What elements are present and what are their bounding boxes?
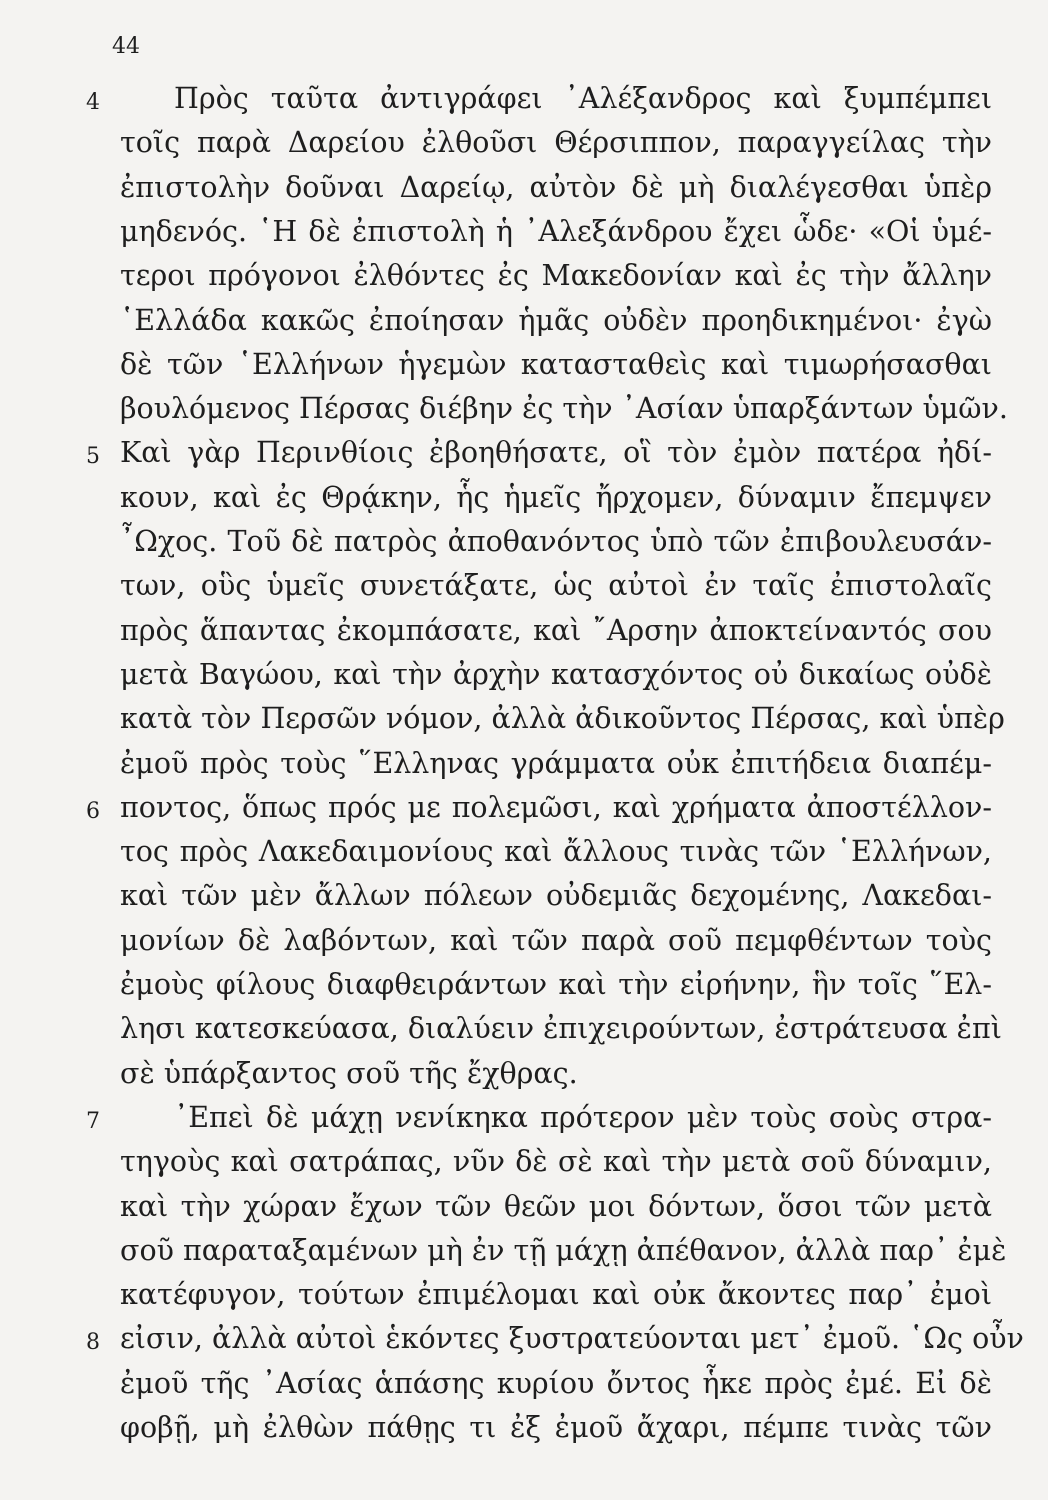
text-line: ἐμοῦ τῆς ᾿Ασίας ἁπάσης κυρίου ὄντος ἧκε πρὸς ἐμέ. Εἰ δὲ [120, 1366, 992, 1400]
text-line: ἐπιστολὴν δοῦναι Δαρείῳ, αὐτὸν δὲ μὴ διαλέγεσθαι ὑπὲρ [120, 170, 992, 204]
text-line: λησι κατεσκεύασα, διαλύειν ἐπιχειρούντων, ἐστράτευσα ἐπὶ [120, 1012, 1002, 1046]
text-line: κατέφυγον, τούτων ἐπιμέλομαι καὶ οὐκ ἄκοντες παρ᾿ ἐμοὶ [120, 1278, 992, 1312]
text-line: τος πρὸς Λακεδαιμονίους καὶ ἄλλους τινὰς τῶν ῾Ελλήνων, [120, 835, 992, 869]
text-line: πρὸς ἅπαντας ἐκομπάσατε, καὶ ῎Αρσην ἀποκτείναντός σου [120, 613, 992, 647]
text-line: ἐμοῦ πρὸς τοὺς ῞Ελληνας γράμματα οὐκ ἐπιτήδεια διαπέμ- [120, 746, 992, 780]
text-line: ᾿Επεὶ δὲ μάχῃ νενίκηκα πρότερον μὲν τοὺς σοὺς στρα- [174, 1100, 992, 1134]
text-line: καὶ τὴν χώραν ἔχων τῶν θεῶν μοι δόντων, ὅσοι τῶν μετὰ [120, 1189, 992, 1223]
text-line: εἰσιν, ἀλλὰ αὐτοὶ ἑκόντες ξυστρατεύονται μετ᾿ ἐμοῦ. ῾Ως οὖν [120, 1322, 1024, 1356]
text-line: βουλόμενος Πέρσας διέβην ἐς τὴν ᾿Ασίαν ὑπαρξάντων ὑμῶν. [120, 392, 1008, 426]
text-line: σὲ ὑπάρξαντος σοῦ τῆς ἔχθρας. [120, 1056, 578, 1090]
text-line: φοβῇ, μὴ ἐλθὼν πάθῃς τι ἐξ ἐμοῦ ἄχαρι, πέμπε τινὰς τῶν [120, 1411, 992, 1444]
text-line: μετὰ Βαγώου, καὶ τὴν ἀρχὴν κατασχόντος οὐ δικαίως οὐδὲ [120, 657, 992, 691]
section-number: 5 [86, 444, 100, 470]
text-line: μονίων δὲ λαβόντων, καὶ τῶν παρὰ σοῦ πεμφθέντων τοὺς [120, 923, 992, 957]
text-line: τηγοὺς καὶ σατράπας, νῦν δὲ σὲ καὶ τὴν μετὰ σοῦ δύναμιν, [120, 1145, 992, 1179]
text-line: ποντος, ὅπως πρός με πολεμῶσι, καὶ χρήματα ἀποστέλλον- [120, 790, 992, 824]
section-number: 8 [86, 1330, 100, 1356]
text-line: δὲ τῶν ῾Ελλήνων ἡγεμὼν κατασταθεὶς καὶ τιμωρήσασθαι [120, 347, 992, 381]
text-line: ῾Ελλάδα κακῶς ἐποίησαν ἡμᾶς οὐδὲν προηδικημένοι· ἐγὼ [120, 303, 992, 337]
text-line: Πρὸς ταῦτα ἀντιγράφει ᾿Αλέξανδρος καὶ ξυμπέμπει [174, 82, 992, 115]
text-line: Καὶ γὰρ Περινθίοις ἐβοηθήσατε, οἳ τὸν ἐμὸν πατέρα ἠδί- [120, 436, 992, 470]
text-line: κουν, καὶ ἐς Θρᾴκην, ἧς ἡμεῖς ἤρχομεν, δύναμιν ἔπεμψεν [120, 480, 992, 514]
page-number: 44 [112, 34, 140, 59]
text-line: τεροι πρόγονοι ἐλθόντες ἐς Μακεδονίαν καὶ ἐς τὴν ἄλλην [120, 259, 992, 293]
text-line: μηδενός. ῾Η δὲ ἐπιστολὴ ἡ ᾿Αλεξάνδρου ἔχει ὧδε· «Οἱ ὑμέ- [120, 214, 992, 248]
section-number: 6 [86, 798, 100, 824]
text-line: σοῦ παραταξαμένων μὴ ἐν τῇ μάχῃ ἀπέθανον, ἀλλὰ παρ᾿ ἐμὲ [120, 1233, 1007, 1267]
text-line: κατὰ τὸν Περσῶν νόμον, ἀλλὰ ἀδικοῦντος Πέρσας, καὶ ὑπὲρ [120, 702, 1005, 736]
text-line: ῏Ωχος. Τοῦ δὲ πατρὸς ἀποθανόντος ὑπὸ τῶν ἐπιβουλευσάν- [120, 525, 992, 558]
text-line: ἐμοὺς φίλους διαφθειράντων καὶ τὴν εἰρήνην, ἣν τοῖς ῞Ελ- [120, 968, 992, 1001]
section-number: 7 [86, 1108, 100, 1134]
text-line: τοῖς παρὰ Δαρείου ἐλθοῦσι Θέρσιππον, παραγγείλας τὴν [120, 126, 992, 160]
section-number: 4 [86, 90, 100, 115]
text-line: καὶ τῶν μὲν ἄλλων πόλεων οὐδεμιᾶς δεχομένης, Λακεδαι- [120, 879, 992, 913]
text-line: των, οὓς ὑμεῖς συνετάξατε, ὡς αὐτοὶ ἐν ταῖς ἐπιστολαῖς [120, 569, 992, 603]
